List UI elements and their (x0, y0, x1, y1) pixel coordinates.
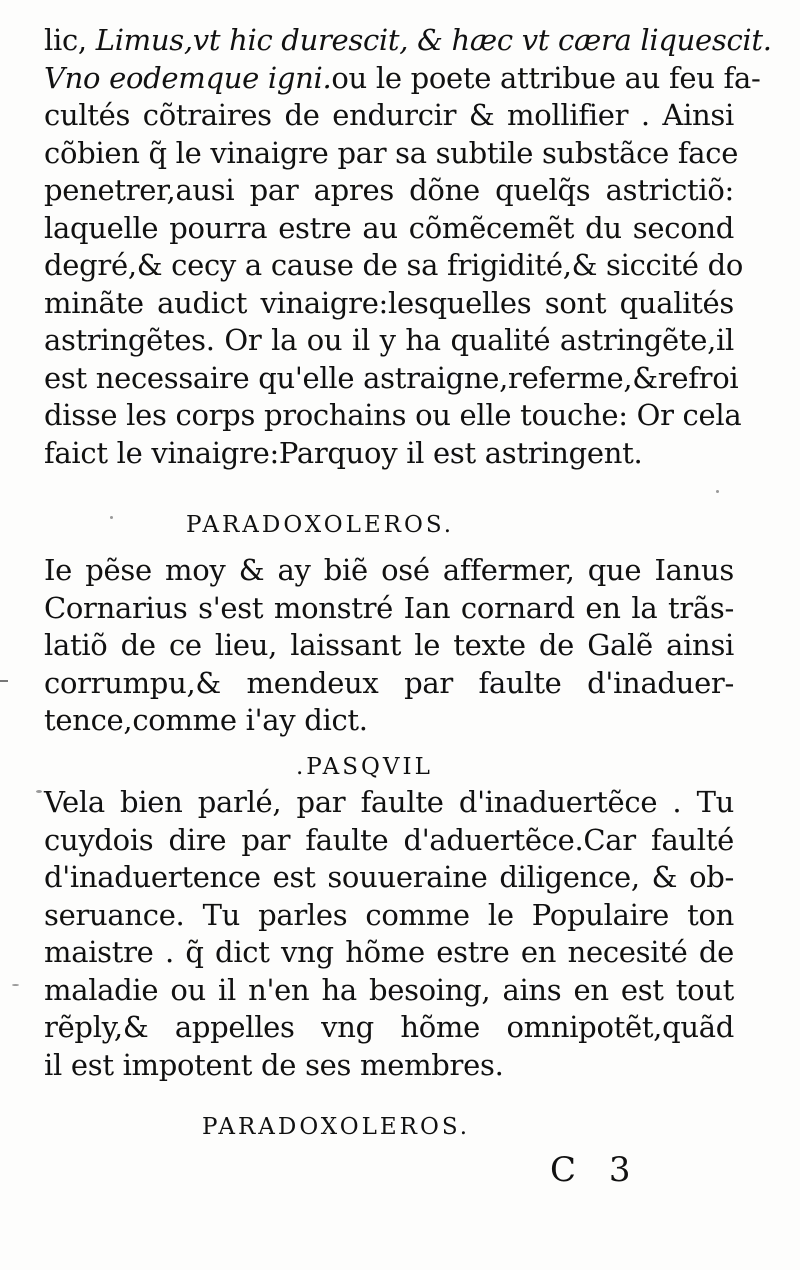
speaker-heading: PARADOXOLEROS. (202, 1114, 471, 1140)
text-line: Vno eodemque igni.ou le poete attribue au feu fa- (44, 60, 761, 95)
text-line: Ie pẽse moy & ay biẽ osé affermer, que Ianus (44, 553, 734, 587)
text-line: disse les corps prochains ou elle touche: Or cela (44, 398, 742, 432)
print-speck (12, 984, 19, 986)
text-line: il est impotent de ses membres. (44, 1047, 504, 1082)
print-speck (716, 490, 719, 493)
text-line: cuydois dire par faulte d'aduertẽce.Car faulté (44, 822, 734, 857)
margin-mark (0, 680, 8, 682)
signature-mark: C 3 (550, 1150, 631, 1190)
text-line: laquelle pourra estre au cõmẽcemẽt du second (44, 210, 734, 245)
text-section-2 (44, 552, 734, 740)
text-line: Cornarius s'est monstré Ian cornard en la trãs- (44, 590, 734, 625)
text-line: maladie ou il n'en ha besoing, ains en est tout (44, 972, 734, 1007)
text-line: cultés cõtraires de endurcir & mollifier . Ainsi (44, 98, 734, 132)
text-line: minãte audict vinaigre:lesquelles sont qualités (44, 285, 734, 320)
speaker-heading: PARADOXOLEROS. (186, 512, 455, 538)
print-speck (110, 516, 113, 519)
text-line: astringẽtes. Or la ou il y ha qualité astringẽte,il (44, 323, 734, 357)
text-line: penetrer,ausi par apres dõne quelq̃s astrictiõ: (44, 173, 734, 207)
speaker-heading: .PASQVIL (296, 754, 433, 780)
text-section-3 (44, 784, 734, 1084)
text-line: est necessaire qu'elle astraigne,referme,&refroi (44, 360, 739, 395)
print-speck (36, 790, 42, 793)
text-line: corrumpu,& mendeux par faulte d'inaduer- (44, 665, 734, 700)
text-line: cõbien q̃ le vinaigre par sa subtile substãce face (44, 135, 739, 170)
text-line: faict le vinaigre:Parquoy il est astringent. (44, 435, 643, 470)
text-line: lic, Limus,vt hic durescit, & hæc vt cæra liquescit. (44, 23, 772, 57)
text-line: d'inaduertence est souueraine diligence, & ob- (44, 860, 734, 894)
text-section-1 (44, 22, 772, 472)
text-line: tence,comme i'ay dict. (44, 703, 368, 737)
text-line: latiõ de ce lieu, laissant le texte de Galẽ ainsi (44, 628, 734, 662)
text-line: rẽply,& appelles vng hõme omnipotẽt,quãd (44, 1010, 734, 1044)
text-line: seruance. Tu parles comme le Populaire ton (44, 897, 734, 932)
text-line: Vela bien parlé, par faulte d'inaduertẽce . Tu (44, 785, 734, 819)
text-line: maistre . q̃ dict vng hõme estre en necesité de (44, 935, 734, 969)
text-line: degré,& cecy a cause de sa frigidité,& siccité do (44, 248, 744, 282)
